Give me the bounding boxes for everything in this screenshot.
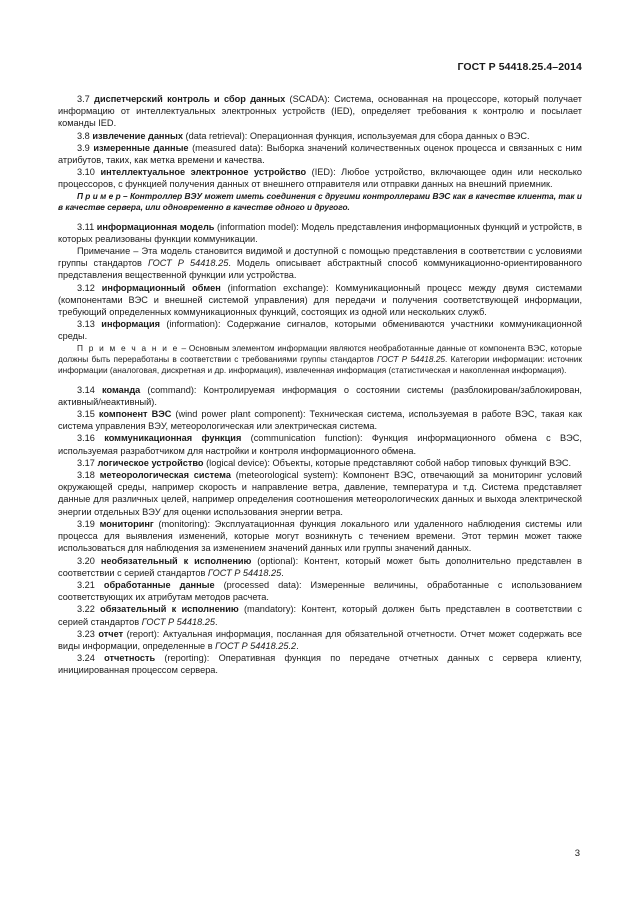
document-body	[58, 93, 582, 677]
definition-3-24: 3.24 отчетность (reporting): Оперативная функция по передаче отчетных данных с сервера клиенту, инициированная процессом сервера.	[58, 653, 582, 676]
definition-3-16: 3.16 коммуникационная функция (communication function): Функция информационного обмена с ВЭС, используемая разработчиком для настройки и контроля информационного обмена.	[58, 433, 582, 456]
definition-3-22: 3.22 обязательный к исполнению (mandatory): Контент, который должен быть представлен в соответствии с серией стандартов ГОСТ Р 54418.25.	[58, 604, 582, 627]
note-3-11: Примечание – Эта модель становится видимой и доступной с помощью представления в соответствии с условиями группы стандартов ГОСТ Р 54418.25. Модель описывает абстрактный способ коммуникационно-ориентированного представления вещественной функции или устройства.	[58, 246, 583, 281]
definition-3-8: 3.8 извлечение данных (data retrieval): Операционная функция, используемая для сбора данных о ВЭС.	[77, 130, 530, 141]
definition-3-20: 3.20 необязательный к исполнению (optional): Контент, который может быть дополнительно представлен в соответствии с серией стандартов ГОСТ Р 54418.25.	[58, 555, 582, 578]
definition-3-14: 3.14 команда (command): Контролируемая информация о состоянии системы (разблокирован/заблокирован, активный/неактивный).	[58, 384, 582, 407]
example-3-10: П р и м е р – Контроллер ВЭУ может иметь соединения с другими контроллерами ВЭС как в качестве клиента, так и в качестве сервера, или одновременно в качестве одного и другого.	[58, 190, 582, 212]
definition-3-18: 3.18 метеорологическая система (meteorological system): Компонент ВЭС, отвечающий за мониторинг условий окружающей среды, например скорость и направление ветра, давление, температура и т.д. Система представляет данные для различных целей, например определения соотношения метеорологических данных и выхода электрической энергии отдельных ВЭУ для оценки использования энергии ветра.	[58, 470, 582, 517]
definition-3-11: 3.11 информационная модель (information model): Модель представления информационных функций и устройств, в которых реализованы функции коммуникации.	[58, 221, 582, 244]
definition-3-19: 3.19 мониторинг (monitoring): Эксплуатационная функция локального или удаленного наблюдения системы или процесса для выявления изменений, которые могут возникнуть с течением времени. Этот термин может также использоваться для наблюдения за изменением значений данных или группы значений данных.	[58, 518, 583, 554]
definition-3-9: 3.9 измеренные данные (measured data): Выборка значений количественных оценок процесса и связанных с ним атрибутов, таких, как метка времени и качества.	[58, 142, 582, 166]
document-header: ГОСТ Р 54418.25.4–2014	[457, 61, 582, 73]
definition-3-21: 3.21 обработанные данные (processed data): Измеренные величины, обработанные с использованием соответствующих их атрибутам методов расчета.	[58, 579, 583, 603]
definition-3-17: 3.17 логическое устройство (logical device): Объекты, которые представляют собой набор типовых функций ВЭС.	[77, 457, 572, 468]
definition-3-12: 3.12 информационный обмен (information exchange): Коммуникационный процесс между двумя системами (компонентами ВЭС и внешней системой управления) для передачи и получения соответствующей информации, требующий определенных коммуникационных функций, состоящих из одной или нескольких служб.	[58, 282, 582, 318]
definition-3-13: 3.13 информация (information): Содержание сигналов, которыми обмениваются участники коммуникационной среды.	[58, 319, 582, 342]
note-3-13: П р и м е ч а н и е – Основным элементом информации являются необработанные данные от компонента ВЭС, которые должны быть переработаны в соответствии с требованиями группы стандартов ГОСТ Р 54418.25. Категории информации: источник информации (аналоговая, дискретная и др. информация), извлеченная информация (статистическая и накопленная информация).	[58, 342, 582, 375]
definition-3-15: 3.15 компонент ВЭС (wind power plant component): Техническая система, используемая в работе ВЭС, такая как система управления ВЭУ, метеорологическая или электрическая система.	[58, 409, 582, 432]
definition-3-23: 3.23 отчет (report): Актуальная информация, посланная для обязательной отчетности. Отчет может содержать все виды информации, определенные в ГОСТ Р 54418.25.2.	[58, 628, 582, 651]
page-number: 3	[574, 848, 580, 859]
definition-3-10: 3.10 интеллектуальное электронное устройство (IED): Любое устройство, включающее один или несколько процессоров, с функцией получения данных от внешнего отправителя или отправки данных на внешний приемник.	[58, 167, 582, 190]
definition-3-7: 3.7 диспетчерский контроль и сбор данных (SCADA): Система, основанная на процессоре, который получает информацию от интеллектуальных электронных устройств (IED), определяет требования к контролю и посылает команды IED.	[58, 94, 582, 129]
